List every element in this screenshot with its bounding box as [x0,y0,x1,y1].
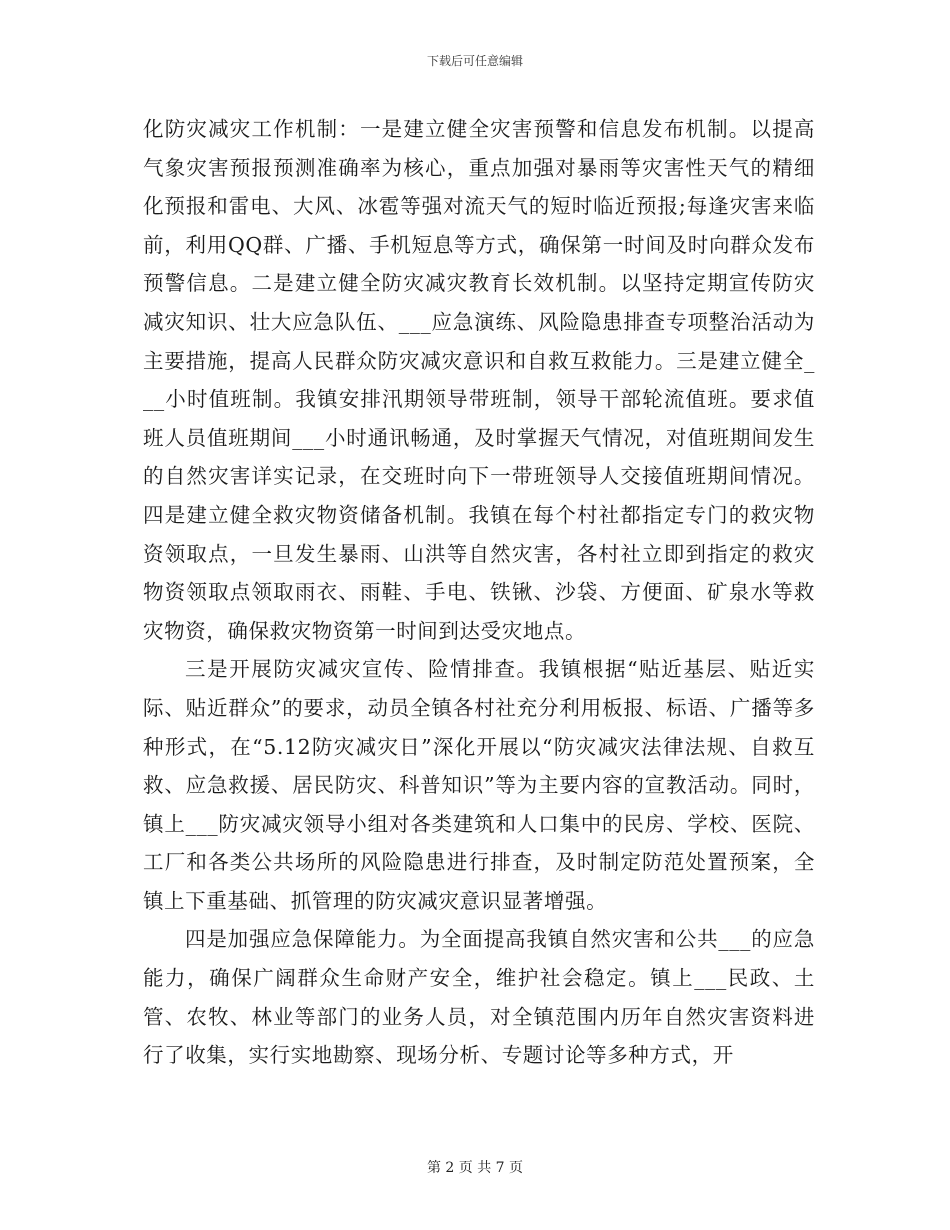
page-header: 下载后可任意编辑 [426,54,523,68]
document-body [143,110,815,1075]
page-number-footer: 第 2 页 共 7 页 [426,1160,524,1176]
paragraph-publicity-inspection: 三是开展防灾减灾宣传、险情排查。我镇根据“贴近基层、贴近实际、贴近群众”的要求，动员全镇各村社充分利用板报、标语、广播等多种形式，在“5.12防灾减灾日”深化开展以“防灾减灾法律法规、自救互救、应急救援、居民防灾、科普知识”等为主要内容的宣教活动。同时，镇上___防灾减灾领导小组对各类建筑和人口集中的民房、学校、医院、工厂和各类公共场所的风险隐患进行排查，及时制定防范处置预案，全镇上下重基础、抓管理的防灾减灾意识显著增强。 [143,657,815,913]
paragraph-emergency-support: 四是加强应急保障能力。为全面提高我镇自然灾害和公共___的应急能力，确保广阔群众生命财产安全，维护社会稳定。镇上___民政、土管、农牧、林业等部门的业务人员，对全镇范围内历年自然灾害资料进行了收集，实行实地勘察、现场分析、专题讨论等多种方式，开 [143,927,815,1068]
paragraph-disaster-mechanism: 化防灾减灾工作机制：一是建立健全灾害预警和信息发布机制。以提高气象灾害预报预测准确率为核心，重点加强对暴雨等灾害性天气的精细化预报和雷电、大风、冰雹等强对流天气的短时临近预报;每逢灾害来临前，利用QQ群、广播、手机短息等方式，确保第一时间及时向群众发布预警信息。二是建立健全防灾减灾教育长效机制。以坚持定期宣传防灾减灾知识、壮大应急队伍、___应急演练、风险隐患排查专项整治活动为主要措施，提高人民群众防灾减灾意识和自救互救能力。三是建立健全___小时值班制。我镇安排汛期领导带班制，领导干部轮流值班。要求值班人员值班期间___小时通讯畅通，及时掌握天气情况，对值班期间发生的自然灾害详实记录，在交班时向下一带班领导人交接值班期间情况。四是建立健全救灾物资储备机制。我镇在每个村社都指定专门的救灾物资领取点，一旦发生暴雨、山洪等自然灾害，各村社立即到指定的救灾物资领取点领取雨衣、雨鞋、手电、铁锹、沙袋、方便面、矿泉水等救灾物资，确保救灾物资第一时间到达受灾地点。 [143,117,815,643]
